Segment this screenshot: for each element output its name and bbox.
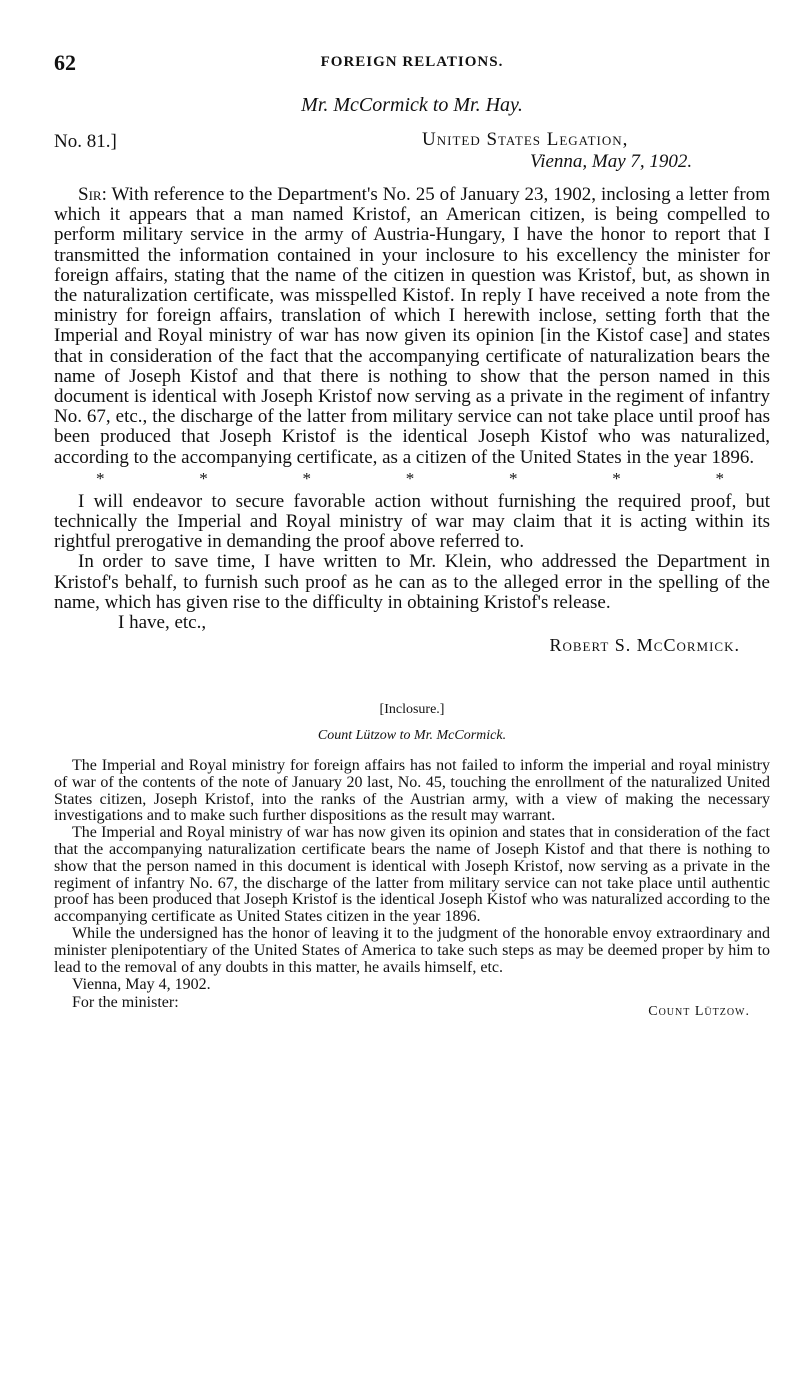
letter-paragraph: I will endeavor to secure favorable action without furnishing the required proof, but technically the Imperial and Royal ministry of war may claim that it is acting within its rightful prerogative in demanding the proof above referred to. xyxy=(54,490,770,553)
letter-paragraph xyxy=(54,185,770,468)
page-number: 62 xyxy=(54,50,76,75)
letter-body xyxy=(54,185,770,613)
paragraph-text: With reference to the Department's No. 25 of January 23, 1902, inclosing a letter from which it appears that a man named Kristof, an American citizen, is being compelled to perform military service in the army of Austria-Hungary, I have the honor to report that I transmitted the information contained in your inclosure to his excellency the minister for foreign affairs, stating that the name of the citizen in question was Kristof, but, as shown in the naturalization certificate, was misspelled Kistof. In reply I have received a note from the ministry for foreign affairs, translation of which I herewith inclose, setting forth that the Imperial and Royal ministry of war has now given its opinion [in the Kistof case] and states that in consideration of the fact that the accompanying certificate of naturalization bears the name of Joseph Kistof and that there is nothing to show that the person named in this document is identical with Joseph Kristof now serving as a private in the regiment of infantry No. 67, etc., the discharge of the latter from military service can not take place until proof has been produced that Joseph Kristof is the identical Joseph Kistof who was naturalized, according to the accompanying certificate, as a citizen of the United States in the year 1896. xyxy=(54,184,770,468)
inclosure-paragraph: The Imperial and Royal ministry for foreign affairs has not failed to inform the imperial and royal ministry of war of the contents of the note of January 20 last, No. 45, touching the enrollment of the naturalized United States citizen, Joseph Kristof, into the ranks of the Austrian army, with a view of making the necessary investigations and to make such further dispositions as the result may warrant. xyxy=(54,757,770,825)
legation-heading: United States Legation, xyxy=(422,129,629,150)
inclosure-paragraph: The Imperial and Royal ministry of war has now given its opinion and states that in consideration of the fact that the accompanying naturalization certificate bears the name of Joseph Kistof and that there is nothing to show that the person named in this document is identical with Joseph Kristof, now serving as a private in the regiment of infantry No. 67, the discharge of the latter from military service can not take place until authentic proof has been produced that Joseph Kristof is the identical Joseph Kistof who was naturalized according to the accompanying certificate as United States citizen in the year 1896. xyxy=(54,824,770,926)
letter-paragraph: In order to save time, I have written to Mr. Klein, who addressed the Department in Kristof's behalf, to furnish such proof as he can as to the alleged error in the spelling of the name, which has given rise to the difficulty in obtaining Kristof's release. xyxy=(54,551,770,613)
letter-meta xyxy=(54,129,770,177)
inclosure-body xyxy=(54,758,770,976)
star: * xyxy=(715,468,724,488)
inclosure-place-date: Vienna, May 4, 1902. xyxy=(72,976,211,994)
inclosure-label: [Inclosure.] xyxy=(379,702,445,718)
star: * xyxy=(405,468,415,488)
star: * xyxy=(302,468,311,488)
inclosure-title: Count Lützow to Mr. McCormick. xyxy=(317,728,507,744)
star: * xyxy=(509,468,518,488)
letter-closing: I have, etc., xyxy=(118,612,207,634)
letter-signature: Robert S. McCormick. xyxy=(549,635,740,656)
document-page xyxy=(54,50,770,1020)
letter-place-date: Vienna, May 7, 1902. xyxy=(530,151,693,172)
star: * xyxy=(612,468,621,488)
star: * xyxy=(199,468,208,488)
inclosure-sign-row xyxy=(54,994,770,1020)
ellipsis-stars xyxy=(54,468,770,488)
document-number: No. 81.] xyxy=(54,131,117,152)
inclosure-signature: Count Lützow. xyxy=(648,1004,750,1020)
star: * xyxy=(96,468,105,488)
letter-title: Mr. McCormick to Mr. Hay. xyxy=(301,94,523,116)
page-header xyxy=(54,50,770,76)
running-head: FOREIGN RELATIONS. xyxy=(320,54,504,70)
for-minister: For the minister: xyxy=(72,994,179,1012)
inclosure-paragraph: While the undersigned has the honor of leaving it to the judgment of the honorable envoy extraordinary and minister plenipotentiary of the United States of America to take such steps as may be deemed proper by him to lead to the removal of any doubts in this matter, he avails himself, etc. xyxy=(54,925,770,976)
salutation: Sir: xyxy=(78,184,107,205)
